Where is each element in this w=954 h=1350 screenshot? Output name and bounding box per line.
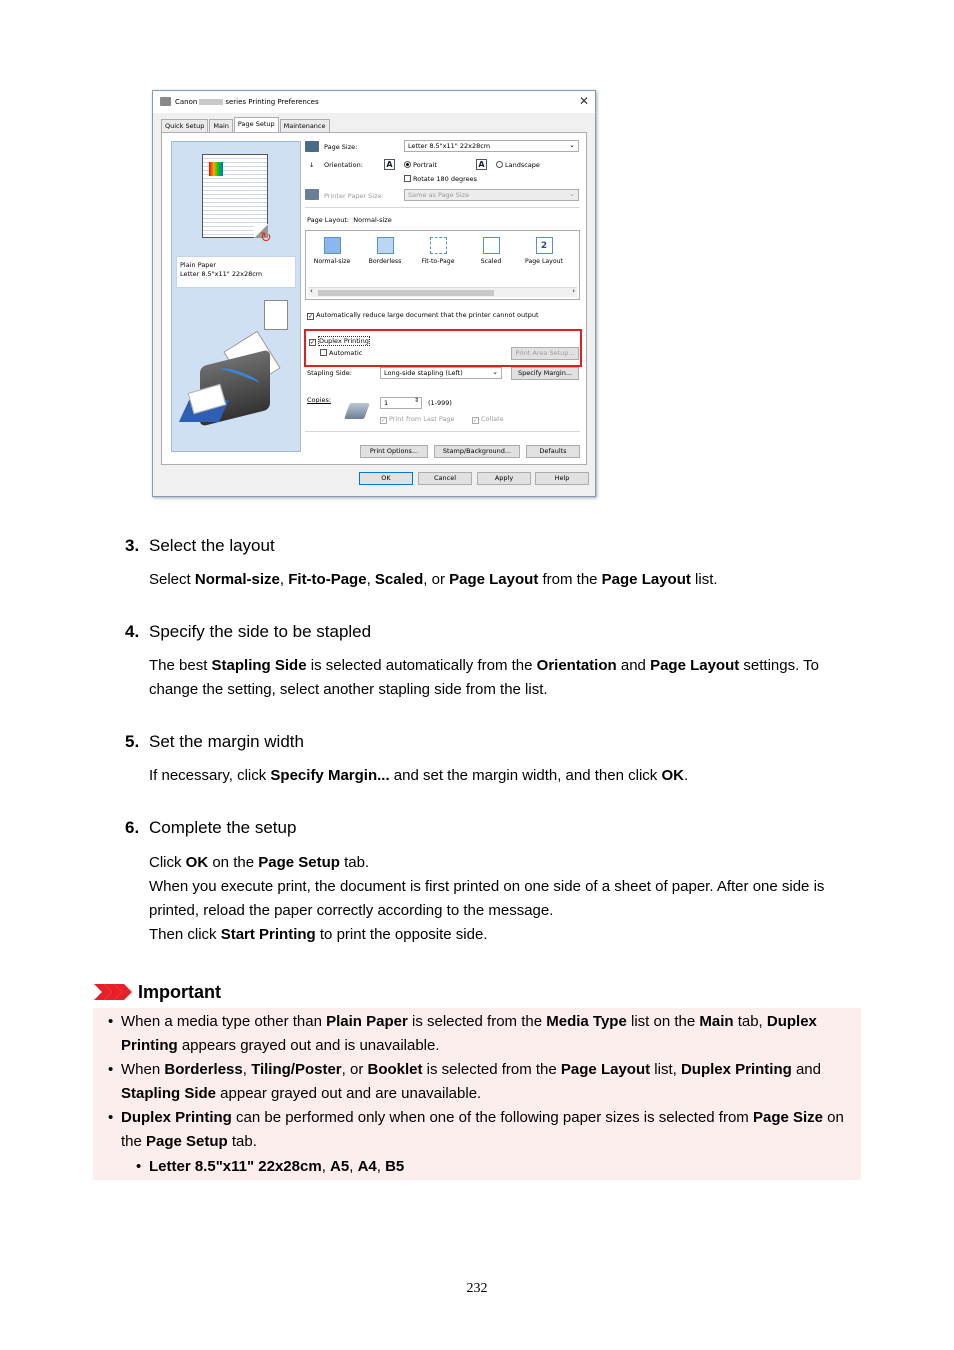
- step-6-heading: [125, 818, 296, 838]
- chevron-right-icon[interactable]: ›: [572, 287, 575, 295]
- printer-icon: [160, 97, 171, 106]
- step-4-heading: [125, 622, 371, 642]
- step-title: Select the layout: [149, 536, 275, 555]
- apply-button[interactable]: Apply: [477, 472, 531, 485]
- layout-normal-size[interactable]: [309, 237, 355, 265]
- important-bullet-2: • When Borderless, Tiling/Poster, or Booklet is selected from the Page Layout list, Duplex Printing and Stapling Side appear grayed out and are unavailable.: [108, 1061, 821, 1102]
- tab-quick-setup[interactable]: Quick Setup: [161, 119, 208, 132]
- checkbox-checked: ✓: [310, 339, 316, 346]
- layout-fit-to-page[interactable]: [415, 237, 461, 265]
- print-from-last-label: Print from Last Page: [389, 415, 455, 423]
- chevron-down-icon: ⌄: [569, 190, 575, 198]
- stamp-background-button[interactable]: Stamp/Background...: [434, 445, 520, 458]
- step-3-text: Select Normal-size, Fit-to-Page, Scaled, or Page Layout from the Page Layout list.: [149, 571, 718, 588]
- normal-size-icon: [324, 237, 341, 254]
- copies-label: Copies:: [307, 396, 332, 404]
- orientation-label: Orientation:: [324, 161, 363, 169]
- copies-input[interactable]: [380, 397, 422, 409]
- duplex-highlight-box: [304, 329, 582, 367]
- tab-page-setup[interactable]: Page Setup: [234, 117, 279, 132]
- step-5-heading: [125, 732, 304, 752]
- title-brand: Canon: [175, 98, 198, 106]
- print-area-setup-button[interactable]: Print Area Setup...: [511, 347, 579, 360]
- page-size-label: Page Size:: [324, 143, 358, 151]
- layout-borderless[interactable]: [362, 237, 408, 265]
- collate-label: Collate: [481, 415, 504, 423]
- help-button[interactable]: Help: [535, 472, 589, 485]
- portrait-label: Portrait: [413, 161, 437, 169]
- dialog-title: [175, 98, 319, 106]
- portrait-radio[interactable]: [404, 161, 437, 169]
- step-6-line-3: Then click Start Printing to print the opposite side.: [149, 926, 488, 943]
- copies-value: 1: [384, 399, 389, 407]
- layout-scaled[interactable]: [468, 237, 514, 265]
- step-number: 6.: [125, 818, 140, 837]
- title-bar: [153, 91, 595, 113]
- scaled-icon: [483, 237, 500, 254]
- borderless-icon: [377, 237, 394, 254]
- chevron-down-icon: ⌄: [569, 141, 575, 149]
- cancel-button[interactable]: Cancel: [418, 472, 472, 485]
- landscape-label: Landscape: [505, 161, 540, 169]
- spin-arrows-icon[interactable]: ⇕: [413, 397, 419, 404]
- step-3-heading: [125, 536, 275, 556]
- radio-unselected: [496, 161, 503, 168]
- auto-reduce-label: Automatically reduce large document that the printer cannot output: [316, 311, 539, 319]
- step-6-line-1: Click OK on the Page Setup tab.: [149, 854, 370, 871]
- layout-label: Page Layout: [525, 258, 563, 265]
- divider: [305, 431, 580, 432]
- printing-preferences-dialog: [152, 90, 596, 497]
- important-bullet-3: • Duplex Printing can be performed only when one of the following paper sizes is selected from Page Size on the Page Setup tab.: [108, 1109, 844, 1150]
- checkbox-empty: [404, 175, 411, 182]
- important-bullet-1: • When a media type other than Plain Paper is selected from the Media Type list on the Main tab, Duplex Printing appears grayed out and is unavailable.: [108, 1013, 817, 1054]
- divider: [305, 207, 580, 208]
- collate-checkbox[interactable]: [472, 415, 504, 424]
- stapling-side-label: Stapling Side:: [307, 369, 352, 377]
- landscape-radio[interactable]: [496, 161, 540, 169]
- printer-paper-size-value: Same as Page Size: [408, 191, 470, 199]
- page-number: 232: [466, 1281, 488, 1296]
- page-size-value: Letter 8.5"x11" 22x28cm: [408, 142, 491, 150]
- printer-paper-size-label: Printer Paper Size:: [324, 192, 384, 200]
- page-layout-label: [307, 216, 392, 224]
- fit-to-page-icon: [430, 237, 447, 254]
- chevron-down-icon: ⌄: [492, 368, 498, 376]
- tab-maintenance[interactable]: Maintenance: [280, 119, 330, 132]
- orientation-arrow-icon: ↓: [309, 161, 315, 169]
- copies-icon: [344, 403, 370, 419]
- auto-reduce-checkbox[interactable]: [307, 311, 539, 320]
- settings-preview: [171, 141, 301, 452]
- print-options-button[interactable]: Print Options...: [360, 445, 428, 458]
- stapling-side-select[interactable]: [380, 367, 502, 379]
- page-size-icon: [305, 141, 319, 152]
- tab-strip: [161, 119, 331, 133]
- printer-paper-size-select[interactable]: [404, 189, 579, 201]
- scrollbar-thumb[interactable]: [318, 290, 494, 296]
- step-title: Complete the setup: [149, 818, 297, 837]
- layout-scrollbar[interactable]: [308, 287, 577, 297]
- page-layout-caption: Page Layout:: [307, 216, 350, 224]
- portrait-icon: A: [384, 159, 395, 170]
- important-sub-bullet: • Letter 8.5"x11" 22x28cm, A5, A4, B5: [136, 1158, 405, 1175]
- step-5-text: If necessary, click Specify Margin... and set the margin width, and then click OK.: [149, 767, 689, 784]
- step-4-text: The best Stapling Side is selected automatically from the Orientation and Page Layout settings. To change the setting, select another stapling side from the list.: [149, 657, 820, 698]
- important-arrows-icon: [94, 984, 132, 1000]
- page-preview: [202, 154, 268, 238]
- stapling-side-value: Long-side stapling (Left): [384, 369, 463, 377]
- step-6-line-2: When you execute print, the document is first printed on one side of a sheet of paper. After one side is printed, reload the paper correctly according to the message.: [149, 878, 825, 919]
- copies-range: (1-999): [428, 399, 452, 407]
- chevron-left-icon[interactable]: ‹: [310, 287, 313, 295]
- layout-label: Borderless: [368, 258, 402, 265]
- step-number: 4.: [125, 622, 140, 641]
- layout-label: Scaled: [480, 258, 502, 265]
- important-heading: [94, 982, 221, 1003]
- rotate-label: Rotate 180 degrees: [413, 175, 477, 183]
- tab-main[interactable]: Main: [209, 119, 233, 132]
- step-number: 5.: [125, 732, 140, 751]
- rotate-180-checkbox[interactable]: [404, 175, 477, 183]
- page-layout-list: [305, 230, 580, 300]
- duplex-arrow-icon: ↻: [260, 230, 272, 246]
- preview-media: Plain Paper: [180, 261, 217, 269]
- preview-info: [176, 256, 296, 288]
- page-layout-current: Normal-size: [353, 216, 392, 224]
- checkbox-checked: ✓: [473, 417, 479, 424]
- title-suffix: series Printing Preferences: [225, 98, 319, 106]
- step-title: Set the margin width: [149, 732, 304, 751]
- page-setup-panel: [161, 132, 587, 465]
- redacted-model: [199, 99, 223, 105]
- important-title: Important: [138, 982, 221, 1002]
- radio-selected: [404, 161, 411, 168]
- step-6-text: [149, 851, 869, 947]
- preview-size: Letter 8.5"x11" 22x28cm: [180, 270, 263, 278]
- layout-label: Fit-to-Page: [421, 258, 455, 265]
- checkbox-checked: ✓: [381, 417, 387, 424]
- automatic-label: Automatic: [329, 349, 363, 357]
- print-from-last-page-checkbox[interactable]: [380, 415, 455, 424]
- page-size-select[interactable]: [404, 140, 579, 152]
- close-icon[interactable]: ✕: [578, 94, 589, 108]
- ok-button[interactable]: OK: [359, 472, 413, 485]
- preview-image: [209, 162, 223, 176]
- checkbox-checked: ✓: [308, 313, 314, 320]
- step-title: Specify the side to be stapled: [149, 622, 372, 641]
- specify-margin-button[interactable]: Specify Margin...: [511, 367, 579, 380]
- step-number: 3.: [125, 536, 140, 555]
- layout-page-layout[interactable]: [521, 237, 567, 265]
- printer-paper-size-icon: [305, 189, 319, 200]
- layout-label: Normal-size: [313, 258, 351, 265]
- paper-thumbnail: [264, 300, 288, 330]
- page-layout-icon: 2: [536, 237, 553, 254]
- defaults-button[interactable]: Defaults: [526, 445, 580, 458]
- landscape-icon: A: [476, 159, 487, 170]
- duplex-label: Duplex Printing: [319, 337, 369, 345]
